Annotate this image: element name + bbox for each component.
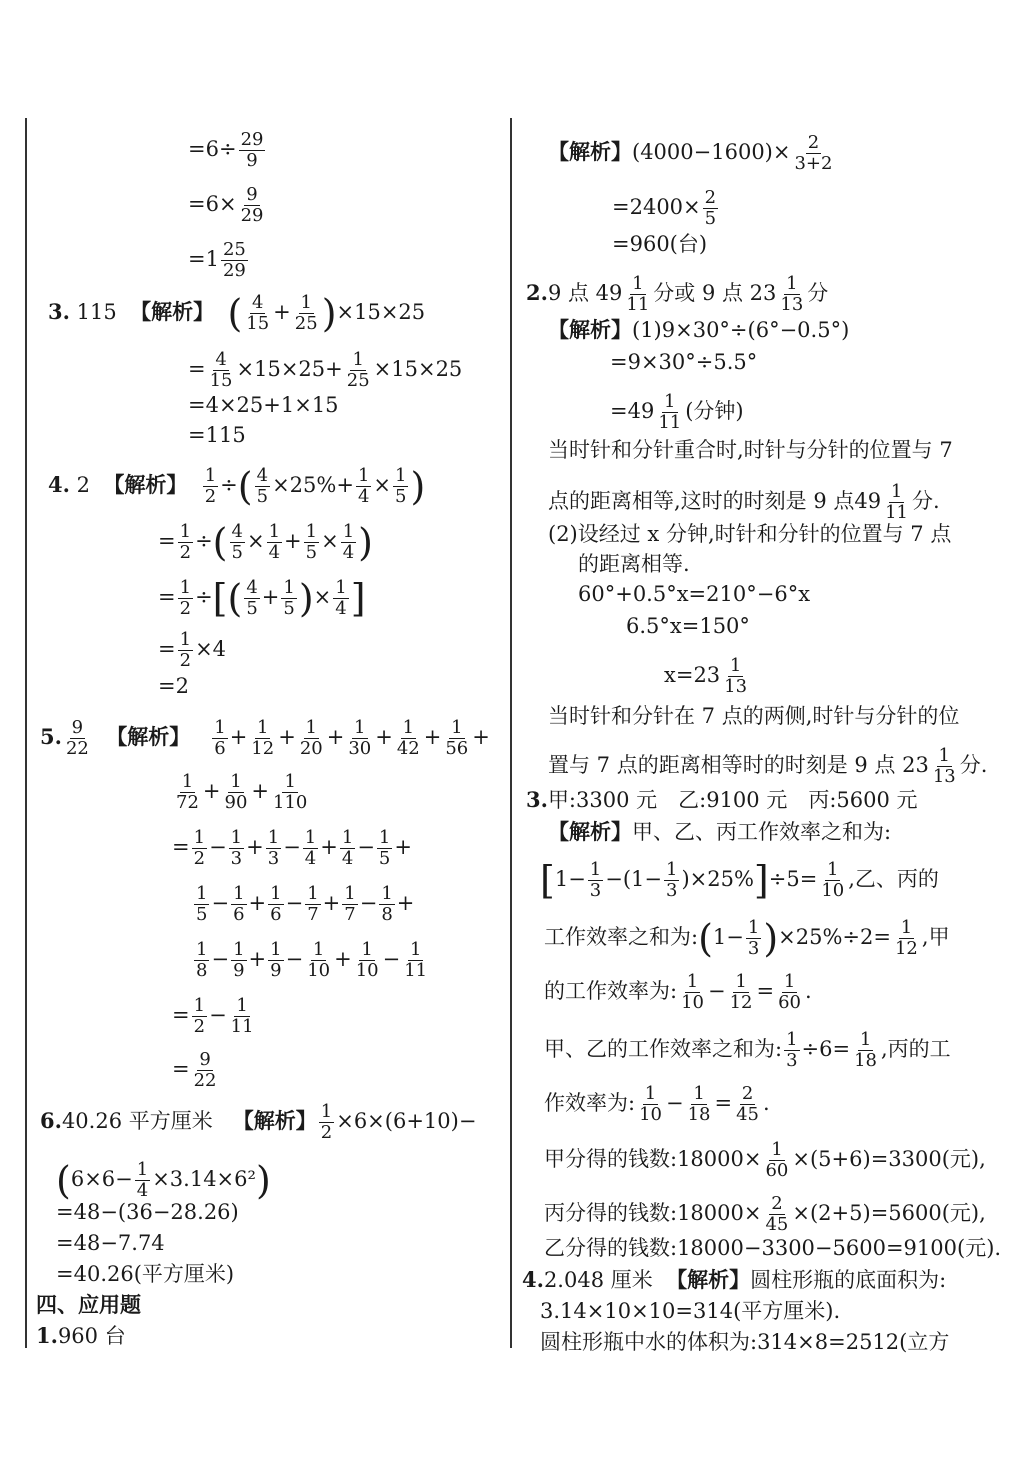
a2-text-2: 点的距离相等,这时的时刻是 9 点49 $\frac{1}{11}$ 分. <box>548 481 940 523</box>
q5-step-3: = $\frac{9}{22}$ <box>172 1049 217 1091</box>
a2-analysis-1: 【解析】(1)9×30°÷(6°−0.5°) <box>548 317 850 342</box>
q6-header: 6.40.26 平方厘米 【解析】 $\frac{1}{2}$ ×6×(6+10)− <box>40 1101 477 1143</box>
q6-step-1: =48−(36−28.26) <box>56 1200 239 1224</box>
a4-line-3: 圆柱形瓶中水的体积为:314×8=2512(立方 <box>540 1330 950 1354</box>
a3-line-7: 甲分得的钱数:18000× $\frac{1}{60}$ ×(5+6)=3300(元), <box>544 1139 986 1181</box>
q5-line-2: $\frac{1}{72}$ + $\frac{1}{90}$ + $\frac{1}{110}$ <box>176 771 308 813</box>
a2-answer: 2.9 点 49 $\frac{1}{11}$ 分或 9 点 23 $\frac{1}{13}$ 分 <box>526 273 829 315</box>
q2-step-2: =6× $\frac{9}{29}$ <box>188 184 264 226</box>
q6-step-3: =40.26(平方厘米) <box>56 1262 235 1286</box>
a3-line-5: 甲、乙的工作效率之和为: $\frac{1}{3}$ ÷6= $\frac{1}{18}$ ,丙的工 <box>544 1029 951 1071</box>
q4-step-3: = $\frac{1}{2}$ ×4 <box>158 629 227 671</box>
a2-text-6: 置与 7 点的距离相等时的时刻是 9 点 23 $\frac{1}{13}$ 分. <box>548 745 988 787</box>
q5-header: 5. $\frac{9}{22}$ 【解析】 $\frac{1}{6}$ + $\frac{1}{12}$ + $\frac{1}{20}$ + $\frac{1}{30}$ + $\frac{1}{42}$ + $\frac{1}{56}$ + <box>40 717 490 759</box>
column-divider <box>510 118 512 1348</box>
a2-text-3: (2)设经过 x 分钟,时针和分针的位置与 7 点 <box>548 522 952 546</box>
q4-header: 4. 2 【解析】 $\frac{1}{2}$ ÷( $\frac{4}{5}$ ×25%+ $\frac{1}{4}$ × $\frac{1}{5}$ ) <box>48 464 426 509</box>
a2-text-1: 当时针和分针重合时,时针与分针的位置与 7 <box>548 438 953 462</box>
a3-answer: 3.甲:3300 元 乙:9100 元 丙:5600 元 <box>526 787 918 812</box>
q5-step-1: = $\frac{1}{2}$ − $\frac{1}{3}$ + $\frac{1}{3}$ − $\frac{1}{4}$ + $\frac{1}{4}$ − $\frac{1}{5}$ + <box>172 827 412 869</box>
a1-step-2: =960(台) <box>612 232 708 256</box>
a2-text-5: 当时针和分针在 7 点的两侧,时针与分针的位 <box>548 704 960 728</box>
analysis-tag: 【解析】 <box>130 299 215 324</box>
q4-step-2: = $\frac{1}{2}$ ÷[( $\frac{4}{5}$ + $\frac{1}{5}$ )× $\frac{1}{4}$ ] <box>158 576 366 621</box>
a3-line-8: 丙分得的钱数:18000× $\frac{2}{45}$ ×(2+5)=5600(元), <box>544 1193 986 1235</box>
q3-header: 3. 115 【解析】 ( $\frac{4}{15}$ + $\frac{1}{25}$ )×15×25 <box>48 291 426 336</box>
a2-equation-3: x=23 $\frac{1}{13}$ <box>664 655 748 697</box>
left-margin-rule <box>25 118 27 1348</box>
q2-step-1: =6÷ $\frac{29}{9}$ <box>188 129 264 171</box>
a2-analysis-3: =49 $\frac{1}{11}$ (分钟) <box>610 391 744 433</box>
q4-step-1: = $\frac{1}{2}$ ÷( $\frac{4}{5}$ × $\frac{1}{4}$ + $\frac{1}{5}$ × $\frac{1}{4}$ ) <box>158 520 373 565</box>
q3-step-3: =115 <box>188 423 246 447</box>
a3-line-3: 工作效率之和为:(1− $\frac{1}{3}$ )×25%÷2= $\frac{1}{12}$ ,甲 <box>544 916 950 961</box>
q3-step-2: =4×25+1×15 <box>188 393 339 417</box>
a2-equation-2: 6.5°x=150° <box>626 614 750 638</box>
q5-step-2: = $\frac{1}{2}$ − $\frac{1}{11}$ <box>172 995 254 1037</box>
a1-step-1: =2400× $\frac{2}{5}$ <box>612 187 717 229</box>
a1-answer: 1.960 台 <box>36 1323 126 1348</box>
a2-analysis-2: =9×30°÷5.5° <box>610 350 758 374</box>
q2-step-3: =1 $\frac{25}{29}$ <box>188 239 246 281</box>
a3-line-9: 乙分得的钱数:18000−3300−5600=9100(元). <box>544 1236 1002 1260</box>
q4-step-4: =2 <box>158 674 189 698</box>
a1-analysis: 【解析】(4000−1600)× $\frac{2}{3+2}$ <box>548 132 833 174</box>
a2-text-4: 的距离相等. <box>578 552 690 576</box>
section-heading-applications: 四、应用题 <box>36 1292 141 1317</box>
a3-line-4: 的工作效率为: $\frac{1}{10}$ − $\frac{1}{12}$ = $\frac{1}{60}$ . <box>544 971 812 1013</box>
a4-answer: 4.2.048 厘米 【解析】圆柱形瓶的底面积为: <box>522 1267 947 1292</box>
q6-line-2: (6×6− $\frac{1}{4}$ ×3.14×6²) <box>56 1158 271 1203</box>
q3-step-1: = $\frac{4}{15}$ ×15×25+ $\frac{1}{25}$ ×15×25 <box>188 349 463 391</box>
a3-line-6: 作效率为: $\frac{1}{10}$ − $\frac{1}{18}$ = $\frac{2}{45}$ . <box>544 1083 770 1125</box>
a3-line-1: 【解析】甲、乙、丙工作效率之和为: <box>548 819 892 844</box>
q5-step-1c: $\frac{1}{8}$ − $\frac{1}{9}$ + $\frac{1}{9}$ − $\frac{1}{10}$ + $\frac{1}{10}$ − $\frac{1}{11}$ <box>196 939 428 981</box>
q6-step-2: =48−7.74 <box>56 1231 165 1255</box>
q5-step-1b: $\frac{1}{5}$ − $\frac{1}{6}$ + $\frac{1}{6}$ − $\frac{1}{7}$ + $\frac{1}{7}$ − $\frac{1}{8}$ + <box>196 883 415 925</box>
a3-line-2: [1− $\frac{1}{3}$ −(1− $\frac{1}{3}$ )×25%]÷5= $\frac{1}{10}$ ,乙、丙的 <box>540 858 939 903</box>
a4-line-2: 3.14×10×10=314(平方厘米). <box>540 1299 841 1323</box>
a2-equation-1: 60°+0.5°x=210°−6°x <box>578 582 811 606</box>
